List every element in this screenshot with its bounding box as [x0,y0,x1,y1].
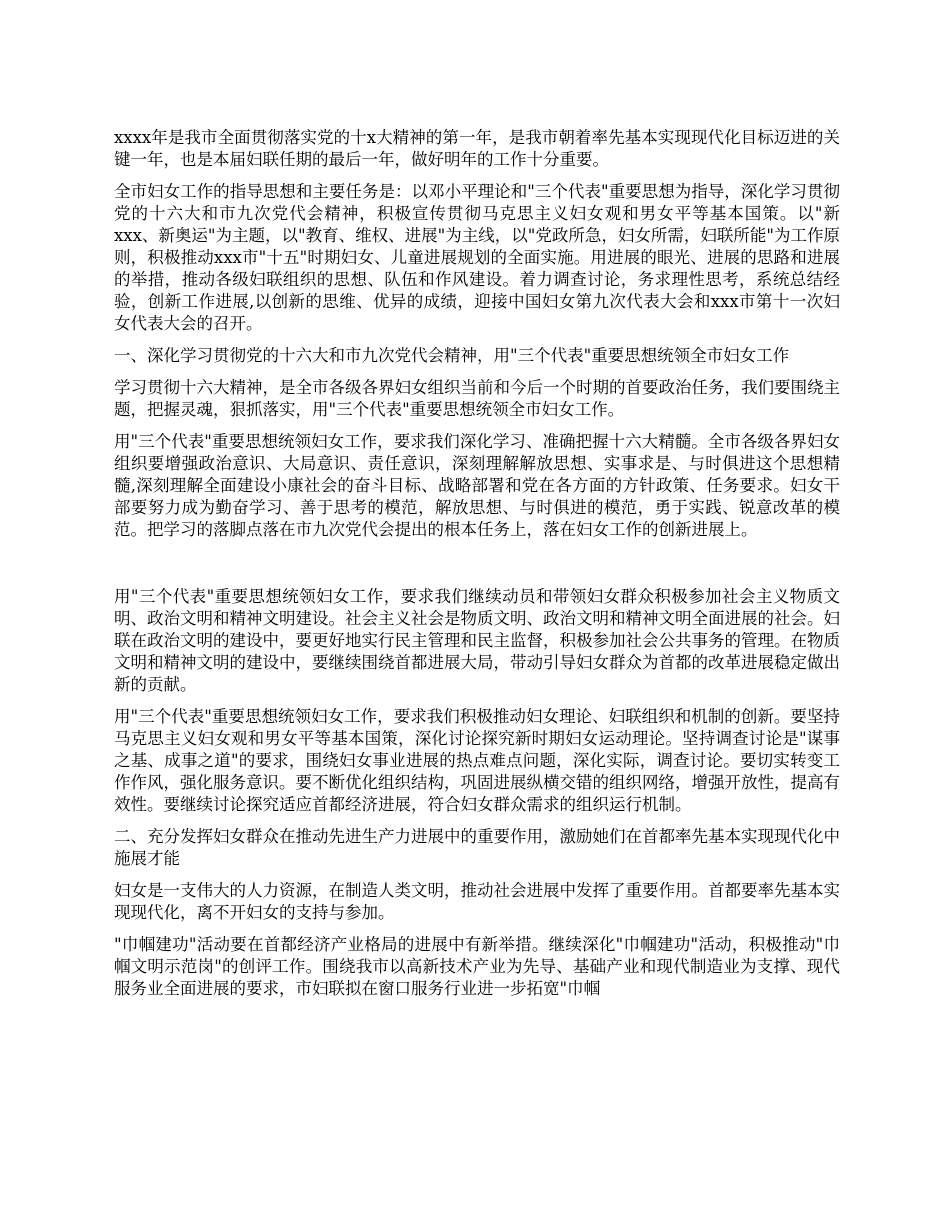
body-paragraph: 妇女是一支伟大的人力资源，在制造人类文明，推动社会进展中发挥了重要作用。首都要率先基本实现现代化，离不开妇女的支持与参加。 [114,881,840,922]
section-heading-1: 一、深化学习贯彻党的十六大和市九次党代会精神，用"三个代表"重要思想统领全市妇女工作 [114,346,790,365]
body-paragraph: "巾帼建功"活动要在首都经济产业格局的进展中有新举措。继续深化"巾帼建功"活动，积极推动"巾帼文明示范岗"的创评工作。围绕我市以高新技术产业为先导、基础产业和现代制造业为支撑、现代服务业全面进展的要求，市妇联拟在窗口服务行业进一步拓宽"巾帼 [114,935,840,998]
body-paragraph: 用"三个代表"重要思想统领妇女工作，要求我们深化学习、准确把握十六大精髓。全市各级各界妇女组织要增强政治意识、大局意识、责任意识，深刻理解解放思想、实事求是、与时俱进这个思想精髓,深刻理解全面建设小康社会的奋斗目标、战略部署和党在各方面的方针政策、任务要求。妇女干部要努力成为勤奋学习、善于思考的模范，解放思想、与时俱进的模范，勇于实践、锐意改革的模范。把学习的落脚点落在市九次党代会提出的根本任务上，落在妇女工作的创新进展上。 [114,432,840,539]
body-paragraph: 用"三个代表"重要思想统领妇女工作，要求我们积极推动妇女理论、妇联组织和机制的创新。要坚持马克思主义妇女观和男女平等基本国策，深化讨论探究新时期妇女运动理论。坚持调查讨论是"谋事之基、成事之道"的要求，围绕妇女事业进展的热点难点问题，深化实际，调查讨论。要切实转变工作作风，强化服务意识。要不断优化组织结构，巩固进展纵横交错的组织网络，增强开放性，提高有效性。要继续讨论探究适应首都经济进展，符合妇女群众需求的组织运行机制。 [114,707,840,814]
intro-paragraph: xxxx年是我市全面贯彻落实党的十x大精神的第一年，是我市朝着率先基本实现现代化目标迈进的关键一年，也是本届妇联任期的最后一年，做好明年的工作十分重要。 [114,128,840,169]
guiding-thought-paragraph: 全市妇女工作的指导思想和主要任务是：以邓小平理论和"三个代表"重要思想为指导，深化学习贯彻党的十六大和市九次党代会精神，积极宣传贯彻马克思主义妇女观和男女平等基本国策。以"新xxx、新奥运"为主题，以"教育、维权、进展"为主线，以"党政所急，妇女所需，妇联所能"为工作原则，积极推动xxx市"十五"时期妇女、儿童进展规划的全面实施。用进展的眼光、进展的思路和进展的举措，推动各级妇联组织的思想、队伍和作风建设。着力调查讨论，务求理性思考，系统总结经验，创新工作进展,以创新的思维、优异的成绩，迎接中国妇女第九次代表大会和xxx市第十一次妇女代表大会的召开。 [114,182,840,333]
body-paragraph: 用"三个代表"重要思想统领妇女工作，要求我们继续动员和带领妇女群众积极参加社会主义物质文明、政治文明和精神文明建设。社会主义社会是物质文明、政治文明和精神文明全面进展的社会。妇联在政治文明的建设中，要更好地实行民主管理和民主监督，积极参加社会公共事务的管理。在物质文明和精神文明的建设中，要继续围绕首都进展大局，带动引导妇女群众为首都的改革进展稳定做出新的贡献。 [114,587,840,694]
document-page [114,127,840,1010]
section-heading-2: 二、充分发挥妇女群众在推动先进生产力进展中的重要作用，激励她们在首都率先基本实现现代化中施展才能 [114,827,840,868]
body-paragraph: 学习贯彻十六大精神，是全市各级各界妇女组织当前和今后一个时期的首要政治任务，我们要围绕主题，把握灵魂，狠抓落实，用"三个代表"重要思想统领全市妇女工作。 [114,378,840,419]
